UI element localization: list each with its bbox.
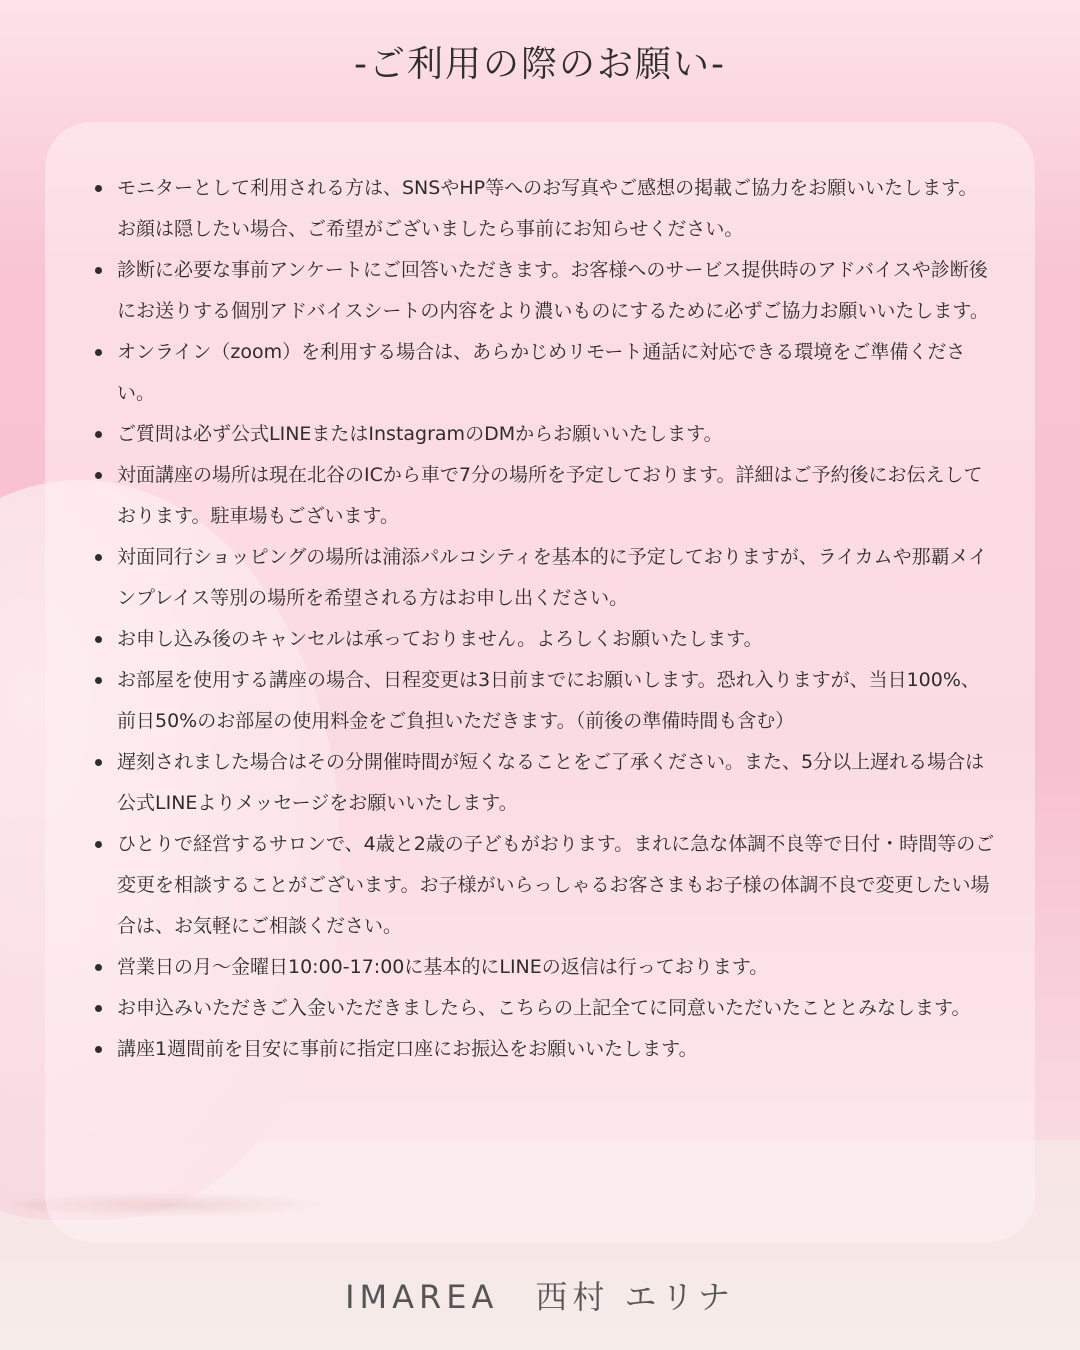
rules-list — [117, 168, 995, 1070]
list-item: 遅刻されました場合はその分開催時間が短くなることをご了承ください。また、5分以上遅れる場合は公式LINEよりメッセージをお願いいたします。 — [117, 742, 995, 824]
page-title: -ご利用の際のお願い- — [354, 44, 726, 85]
list-item: お申込みいただきご入金いただきましたら、こちらの上記全てに同意いただいたこととみなします。 — [117, 988, 995, 1029]
list-item: 対面講座の場所は現在北谷のICから車で7分の場所を予定しております。詳細はご予約後にお伝えしております。駐車場もございます。 — [117, 455, 995, 537]
list-item: 診断に必要な事前アンケートにご回答いただきます。お客様へのサービス提供時のアドバイスや診断後にお送りする個別アドバイスシートの内容をより濃いものにするために必ずご協力お願いいたします。 — [117, 250, 995, 332]
list-item: オンライン（zoom）を利用する場合は、あらかじめリモート通話に対応できる環境をご準備ください。 — [117, 332, 995, 414]
list-item: 営業日の月〜金曜日10:00-17:00に基本的にLINEの返信は行っております。 — [117, 947, 995, 988]
notice-card — [45, 122, 1035, 1242]
footer-brand: IMAREA 西村 エリナ — [345, 1278, 735, 1316]
list-item: お部屋を使用する講座の場合、日程変更は3日前までにお願いします。恐れ入りますが、当日100%、前日50%のお部屋の使用料金をご負担いただきます。（前後の準備時間も含む） — [117, 660, 995, 742]
list-item: 対面同行ショッピングの場所は浦添パルコシティを基本的に予定しておりますが、ライカムや那覇メインプレイス等別の場所を希望される方はお申し出ください。 — [117, 537, 995, 619]
list-item: ご質問は必ず公式LINEまたはInstagramのDMからお願いいたします。 — [117, 414, 995, 455]
list-item: モニターとして利用される方は、SNSやHP等へのお写真やご感想の掲載ご協力をお願いいたします。お顔は隠したい場合、ご希望がございましたら事前にお知らせください。 — [117, 168, 995, 250]
list-item: お申し込み後のキャンセルは承っておりません。よろしくお願いたします。 — [117, 619, 995, 660]
list-item: 講座1週間前を目安に事前に指定口座にお振込をお願いいたします。 — [117, 1029, 995, 1070]
list-item: ひとりで経営するサロンで、4歳と2歳の子どもがおります。まれに急な体調不良等で日付・時間等のご変更を相談することがございます。お子様がいらっしゃるお客さまもお子様の体調不良で変更したい場合は、お気軽にご相談ください。 — [117, 824, 995, 947]
